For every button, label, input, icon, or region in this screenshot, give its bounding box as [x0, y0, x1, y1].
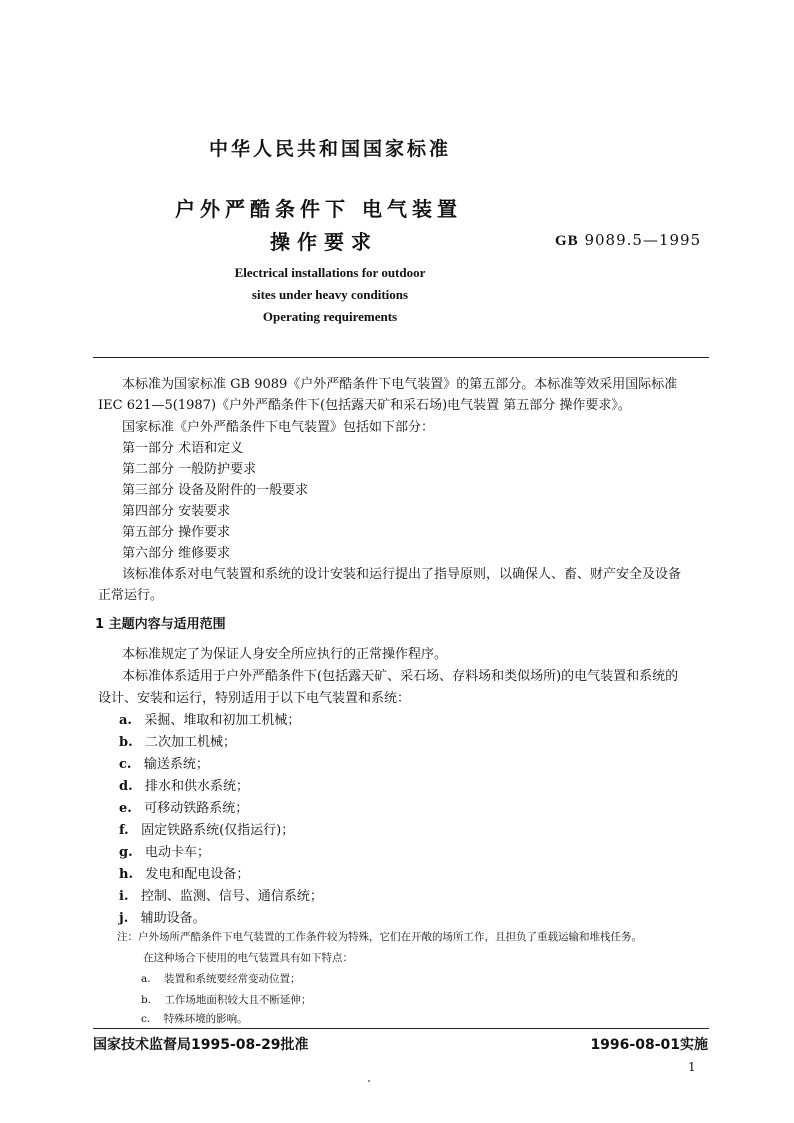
part-item: 第一部分 术语和定义: [122, 441, 244, 456]
note-item-text: 工作场地面积较大且不断延伸；: [164, 994, 312, 1006]
header-divider: [93, 357, 709, 358]
list-item: [119, 885, 323, 904]
title-cn-line1: 户外严酷条件下 电气装置: [175, 197, 462, 221]
list-item-label: e.: [119, 801, 132, 816]
intro-p3-line2: 正常运行。: [98, 588, 164, 603]
part-item: 第三部分 设备及附件的一般要求: [122, 483, 309, 498]
note-item-text: 特殊环境的影响。: [163, 1013, 248, 1025]
part-item: 第二部分 一般防护要求: [122, 462, 257, 477]
list-item: [119, 863, 249, 882]
scan-speck: [368, 1080, 370, 1082]
title-en-line3: Operating requirements: [262, 309, 398, 324]
list-item-text: 固定铁路系统(仅指运行)；: [141, 823, 295, 838]
list-item-label: d.: [119, 779, 133, 794]
note-item: [141, 992, 311, 1007]
standard-number: [555, 231, 701, 250]
intro-p1-line1: 本标准为国家标准 GB 9089《户外严酷条件下电气装置》的第五部分。本标准等效采用国际标准: [122, 377, 678, 392]
note-line2: 在这种场合下使用的电气装置具有如下特点：: [143, 952, 353, 964]
section-1-p1: 本标准规定了为保证人身安全所应执行的正常操作程序。: [122, 647, 448, 662]
note-item-label: c.: [141, 1013, 151, 1025]
note-line1: 注：户外场所严酷条件下电气装置的工作条件较为特殊，它们在开敞的场所工作，且担负了重载运输和堆栈任务。: [117, 931, 642, 943]
part-item: 第六部分 维修要求: [122, 546, 231, 561]
list-item-text: 控制、监测、信号、通信系统；: [140, 889, 323, 904]
title-en-line1: Electrical installations for outdoor: [234, 265, 426, 280]
list-item: [119, 797, 248, 816]
section-1-p2-line1: 本标准体系适用于户外严酷条件下(包括露天矿、采石场、存料场和类似场所)的电气装置和系统的: [122, 669, 679, 684]
list-item-label: i.: [119, 889, 129, 904]
note-item-label: b.: [141, 994, 152, 1006]
title-cn-line2: 操作要求: [270, 230, 378, 254]
intro-p1-line2: IEC 621—5(1987)《户外严酷条件下(包括露天矿和采石场)电气装置 第五部分 操作要求》。: [98, 398, 631, 413]
list-item: [119, 753, 209, 772]
list-item-label: g.: [119, 845, 133, 860]
list-item: [119, 709, 300, 728]
title-en-line2: sites under heavy conditions: [251, 287, 409, 302]
list-item-text: 排水和供水系统；: [145, 779, 250, 794]
gb-prefix: GB: [555, 233, 579, 249]
section-1-p2-line2: 设计、安装和运行，特别适用于以下电气装置和系统：: [98, 691, 411, 706]
list-item-text: 输送系统；: [143, 757, 209, 772]
list-item: [119, 775, 249, 794]
list-item-text: 发电和配电设备；: [145, 867, 250, 882]
list-item-text: 电动卡车；: [145, 845, 211, 860]
list-item: [119, 731, 236, 750]
list-item: [119, 841, 210, 860]
list-item-text: 可移动铁路系统；: [144, 801, 249, 816]
list-item-label: j.: [119, 911, 129, 926]
effective-date: 1996-08-01实施: [590, 1037, 708, 1053]
intro-p3-line1: 该标准体系对电气装置和系统的设计安装和运行提出了指导原则，以确保人、畜、财产安全及设备: [122, 567, 682, 582]
approval-date: 国家技术监督局1995-08-29批准: [93, 1037, 309, 1053]
note-item: [141, 971, 300, 986]
list-item-text: 辅助设备。: [140, 911, 206, 926]
list-item-label: b.: [119, 735, 133, 750]
list-item-text: 采掘、堆取和初加工机械；: [144, 713, 301, 728]
list-item-label: c.: [119, 757, 132, 772]
gb-number: 9089.5—1995: [584, 231, 702, 249]
note-item-label: a.: [141, 973, 151, 985]
list-item-text: 二次加工机械；: [145, 735, 237, 750]
list-item: [119, 907, 206, 926]
list-item-label: f.: [119, 823, 129, 838]
section-1-heading: 1 主题内容与适用范围: [95, 617, 226, 632]
part-item: 第五部分 操作要求: [122, 525, 231, 540]
list-item: [119, 819, 294, 838]
part-item: 第四部分 安装要求: [122, 504, 231, 519]
list-item-label: a.: [119, 713, 132, 728]
standard-org-heading: 中华人民共和国国家标准: [208, 138, 451, 160]
note-item-text: 装置和系统要经常变动位置；: [163, 973, 301, 985]
list-item-label: h.: [119, 867, 133, 882]
note-item: [141, 1011, 248, 1026]
intro-p2: 国家标准《户外严酷条件下电气装置》包括如下部分：: [122, 420, 435, 435]
page-number: 1: [688, 1060, 696, 1074]
footer-divider: [93, 1028, 709, 1029]
